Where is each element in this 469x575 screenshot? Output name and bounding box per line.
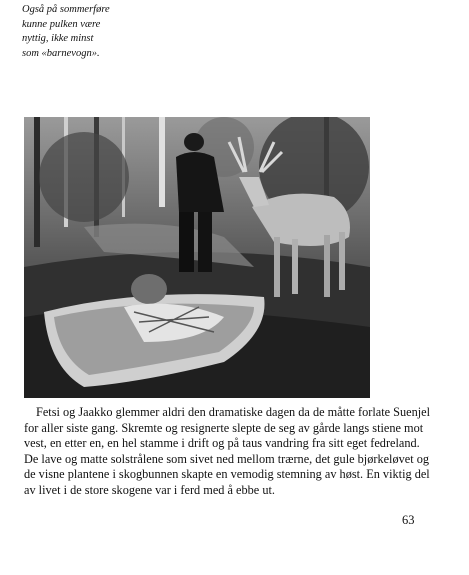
- caption-line: kunne pulken være: [22, 18, 101, 30]
- body-line: av livet i de store skogene var i ferd med å ebbe ut.: [24, 482, 275, 497]
- page-number: 63: [402, 513, 415, 527]
- caption-line: som «barnevogn».: [22, 47, 100, 59]
- body-line: Fetsi og Jaakko glemmer aldri den dramatiske dagen da de måtte forlate Suenjel: [36, 405, 431, 419]
- photograph-man-reindeer-sled: [24, 117, 370, 398]
- body-line: de visne plantene i skogbunnen skapte en vemodig stemning av høst. En viktig del: [24, 467, 430, 481]
- caption-line: nyttig, ikke minst: [22, 33, 94, 44]
- body-line: for aller siste gang. Skremte og resignerte slepte de seg av gårde langs stiene mot: [24, 420, 424, 435]
- body-line: vest, en etter en, en hel stamme i drift og på taus vandring fra sitt eget fedreland.: [24, 436, 420, 450]
- body-paragraph: [24, 405, 464, 498]
- photo-caption: [22, 3, 172, 61]
- photo-illustration: [24, 117, 370, 398]
- body-line: De lave og matte solstrålene som sivet ned mellom trærne, det gule bjørkeløvet og: [24, 451, 430, 466]
- caption-line: Også på sommerføre: [22, 4, 110, 15]
